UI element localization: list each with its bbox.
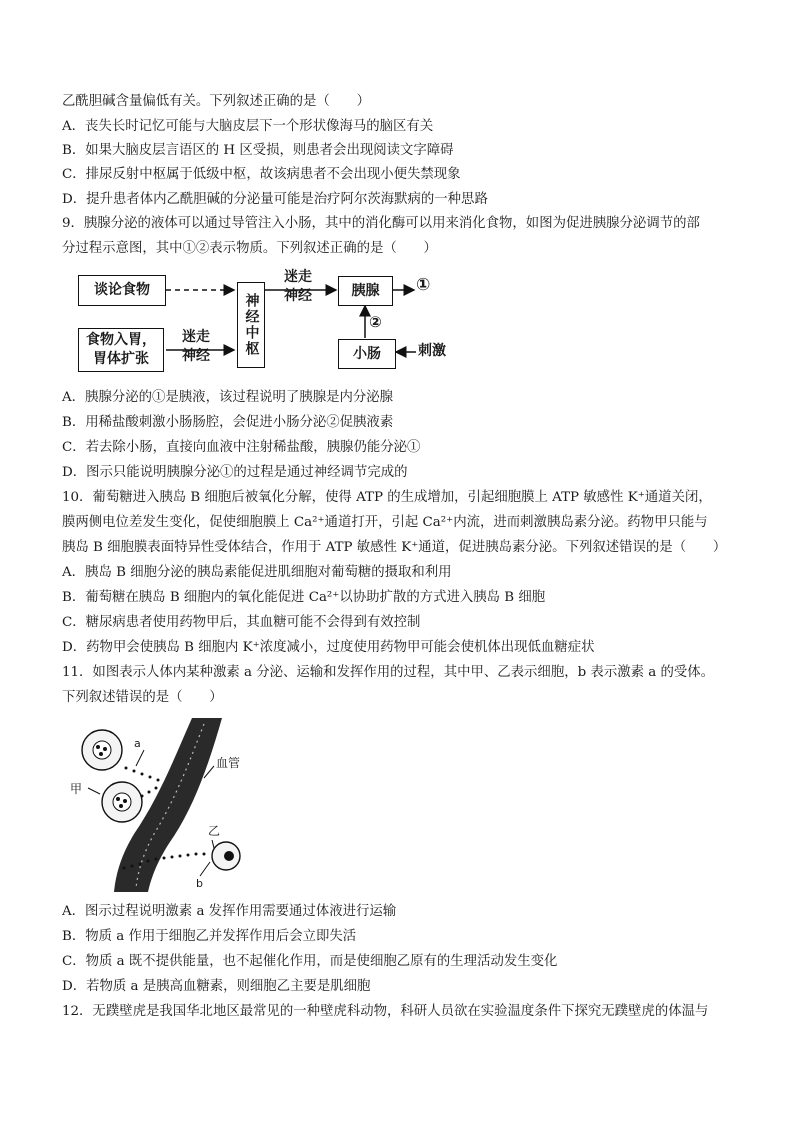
q10-option-a: A．胰岛 B 细胞分泌的胰岛素能促进肌细胞对葡萄糖的摄取和利用	[62, 565, 452, 580]
q8-stem-end: 乙酰胆碱含量偏低有关。下列叙述正确的是（ ）	[62, 94, 370, 109]
nerve-center-box: 神经中枢	[237, 282, 265, 368]
cell-jia-label: 甲	[70, 782, 83, 796]
pancreas-regulation-diagram	[64, 262, 484, 384]
vagus-nerve-label-bottom: 迷走神经	[182, 329, 210, 364]
stimulus-label: 刺激	[418, 343, 446, 359]
cell-yi-label: 乙	[208, 824, 221, 838]
substance-1-label: ①	[416, 275, 431, 295]
hormone-diagram-drawing	[64, 716, 254, 894]
q9-option-c: C．若去除小肠，直接向血液中注射稀盐酸，胰腺仍能分泌①	[62, 440, 421, 455]
q12-stem-line1: 12．无蹼壁虎是我国华北地区最常见的一种壁虎科动物，科研人员欲在实验温度条件下探究无蹼壁虎的体温与	[62, 1004, 709, 1019]
q8-option-a: A．丧失长时记忆可能与大脑皮层下一个形状像海马的脑区有关	[62, 119, 434, 134]
q11-option-c: C．物质 a 既不提供能量，也不起催化作用，而是使细胞乙原有的生理活动发生变化	[62, 954, 558, 969]
q10-stem-line1: 10．葡萄糖进入胰岛 B 细胞后被氧化分解，使得 ATP 的生成增加，引起细胞膜上 ATP 敏感性 K⁺通道关闭，	[62, 490, 712, 505]
q10-option-c: C．糖尿病患者使用药物甲后，其血糖可能不会得到有效控制	[62, 615, 421, 630]
q10-stem-line2: 膜两侧电位差发生变化，促使细胞膜上 Ca²⁺通道打开，引起 Ca²⁺内流，进而刺激胰岛素分泌。药物甲只能与	[62, 515, 708, 530]
q11-option-a: A．图示过程说明激素 a 发挥作用需要通过体液进行运输	[62, 904, 397, 919]
q9-option-a: A．胰腺分泌的①是胰液，该过程说明了胰腺是内分泌腺	[62, 390, 394, 405]
q11-stem-line2: 下列叙述错误的是（ ）	[62, 690, 223, 705]
blood-vessel-label: 血管	[216, 756, 241, 770]
q10-stem-line3: 胰岛 B 细胞膜表面特异性受体结合，作用于 ATP 敏感性 K⁺通道，促进胰岛素分泌。下列叙述错误的是（ ）	[62, 540, 727, 555]
q9-option-b: B．用稀盐酸刺激小肠肠腔，会促进小肠分泌②促胰液素	[62, 415, 394, 430]
q8-option-d: D．提升患者体内乙酰胆碱的分泌量可能是治疗阿尔茨海默病的一种思路	[62, 192, 488, 207]
q10-option-b: B．葡萄糖在胰岛 B 细胞内的氧化能促进 Ca²⁺以协助扩散的方式进入胰岛 B 细胞	[62, 590, 546, 605]
q9-stem-line2: 分过程示意图，其中①②表示物质。下列叙述正确的是（ ）	[62, 241, 437, 256]
q8-option-b: B．如果大脑皮层言语区的 H 区受损，则患者会出现阅读文字障碍	[62, 143, 454, 158]
q8-option-c: C．排尿反射中枢属于低级中枢，故该病患者不会出现小便失禁现象	[62, 167, 461, 182]
hormone-a-label: a	[134, 737, 141, 750]
q9-option-d: D．图示只能说明胰腺分泌①的过程是通过神经调节完成的	[62, 465, 408, 480]
food-stomach-box: 食物入胃，胃体扩张	[78, 328, 164, 372]
substance-2-label: ②	[369, 313, 382, 331]
q9-stem-line1: 9．胰腺分泌的液体可以通过导管注入小肠，其中的消化酶可以用来消化食物，如图为促进胰腺分泌调节的部	[62, 216, 700, 231]
q11-option-b: B．物质 a 作用于细胞乙并发挥作用后会立即失活	[62, 929, 357, 944]
q11-stem-line1: 11．如图表示人体内某种激素 a 分泌、运输和发挥作用的过程，其中甲、乙表示细胞，b 表示激素 a 的受体。	[62, 665, 715, 680]
small-intestine-box: 小肠	[338, 339, 396, 369]
hormone-transport-diagram	[64, 716, 254, 894]
pancreas-box: 胰腺	[338, 276, 393, 306]
q10-option-d: D．药物甲会使胰岛 B 细胞内 K⁺浓度减小，过度使用药物甲可能会使机体出现低血糖症状	[62, 640, 595, 655]
vagus-nerve-label-top: 迷走神经	[284, 269, 312, 304]
talk-food-box: 谈论食物	[78, 275, 166, 306]
q11-option-d: D．若物质 a 是胰高血糖素，则细胞乙主要是肌细胞	[62, 979, 371, 994]
receptor-b-label: b	[196, 877, 203, 890]
